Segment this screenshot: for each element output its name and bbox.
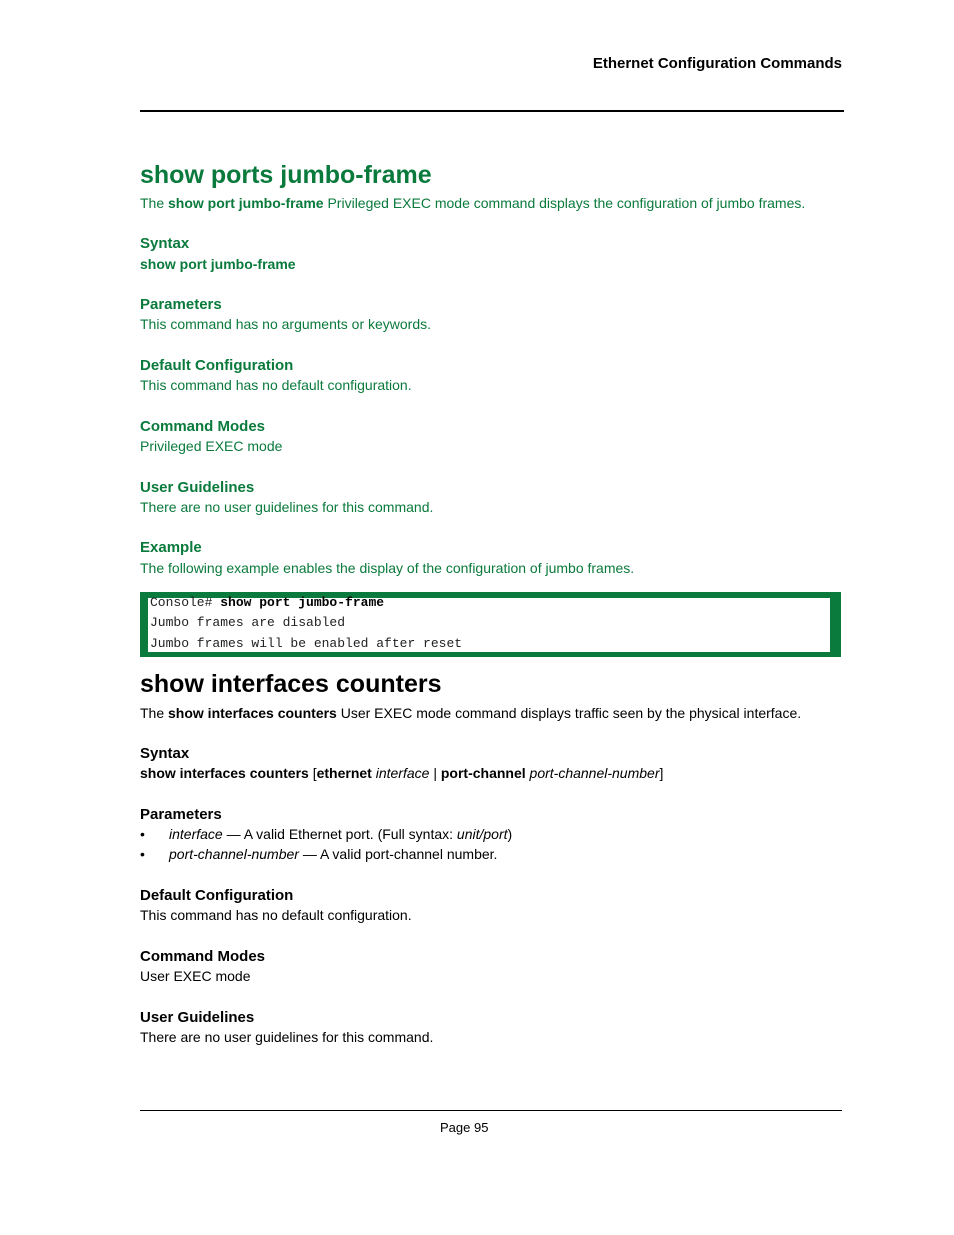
syntax-heading: Syntax <box>140 235 190 252</box>
code-example-box <box>140 592 841 657</box>
running-header: Ethernet Configuration Commands <box>592 55 842 72</box>
user-guidelines-heading: User Guidelines <box>140 479 255 496</box>
code-line-2: Jumbo frames are disabled <box>150 615 346 630</box>
parameters-heading-2: Parameters <box>140 806 222 823</box>
example-heading: Example <box>140 539 202 556</box>
bullet-mark: • <box>140 826 145 842</box>
parameters-text: This command has no arguments or keywords. <box>140 316 432 332</box>
page-number: Page 95 <box>440 1120 489 1135</box>
default-config-text-2: This command has no default configuration. <box>140 907 412 923</box>
section-title-counters: show interfaces counters <box>140 670 442 698</box>
code-line-1: Console# show port jumbo-frame <box>150 595 385 610</box>
code-line-3: Jumbo frames will be enabled after reset <box>150 636 463 651</box>
header-rule <box>140 110 844 112</box>
bullet-mark: • <box>140 846 145 862</box>
code-example-content <box>148 595 830 652</box>
command-modes-text-2: User EXEC mode <box>140 968 251 984</box>
syntax-text-2: show interfaces counters [ethernet interface | port-channel port-channel-number] <box>140 765 664 781</box>
syntax-text: show port jumbo-frame <box>140 256 296 272</box>
default-config-text: This command has no default configuration. <box>140 377 412 393</box>
example-text: The following example enables the display of the configuration of jumbo frames. <box>140 560 635 576</box>
user-guidelines-text: There are no user guidelines for this command. <box>140 499 434 515</box>
command-modes-text: Privileged EXEC mode <box>140 438 283 454</box>
syntax-heading-2: Syntax <box>140 745 190 762</box>
user-guidelines-text-2: There are no user guidelines for this command. <box>140 1029 434 1045</box>
parameter-item-interface: interface — A valid Ethernet port. (Full syntax: unit/port) <box>169 826 513 842</box>
section-intro-counters: The show interfaces counters User EXEC mode command displays traffic seen by the physical interface. <box>140 705 802 721</box>
footer-rule <box>140 1110 842 1111</box>
section-intro-jumbo: The show port jumbo-frame Privileged EXEC mode command displays the configuration of jumbo frames. <box>140 195 806 211</box>
default-config-heading-2: Default Configuration <box>140 887 294 904</box>
command-modes-heading-2: Command Modes <box>140 948 266 965</box>
parameter-item-port-channel: port-channel-number — A valid port-channel number. <box>169 846 498 862</box>
default-config-heading: Default Configuration <box>140 357 294 374</box>
user-guidelines-heading-2: User Guidelines <box>140 1009 255 1026</box>
section-title-jumbo: show ports jumbo-frame <box>140 161 432 189</box>
command-modes-heading: Command Modes <box>140 418 266 435</box>
parameters-heading: Parameters <box>140 296 222 313</box>
